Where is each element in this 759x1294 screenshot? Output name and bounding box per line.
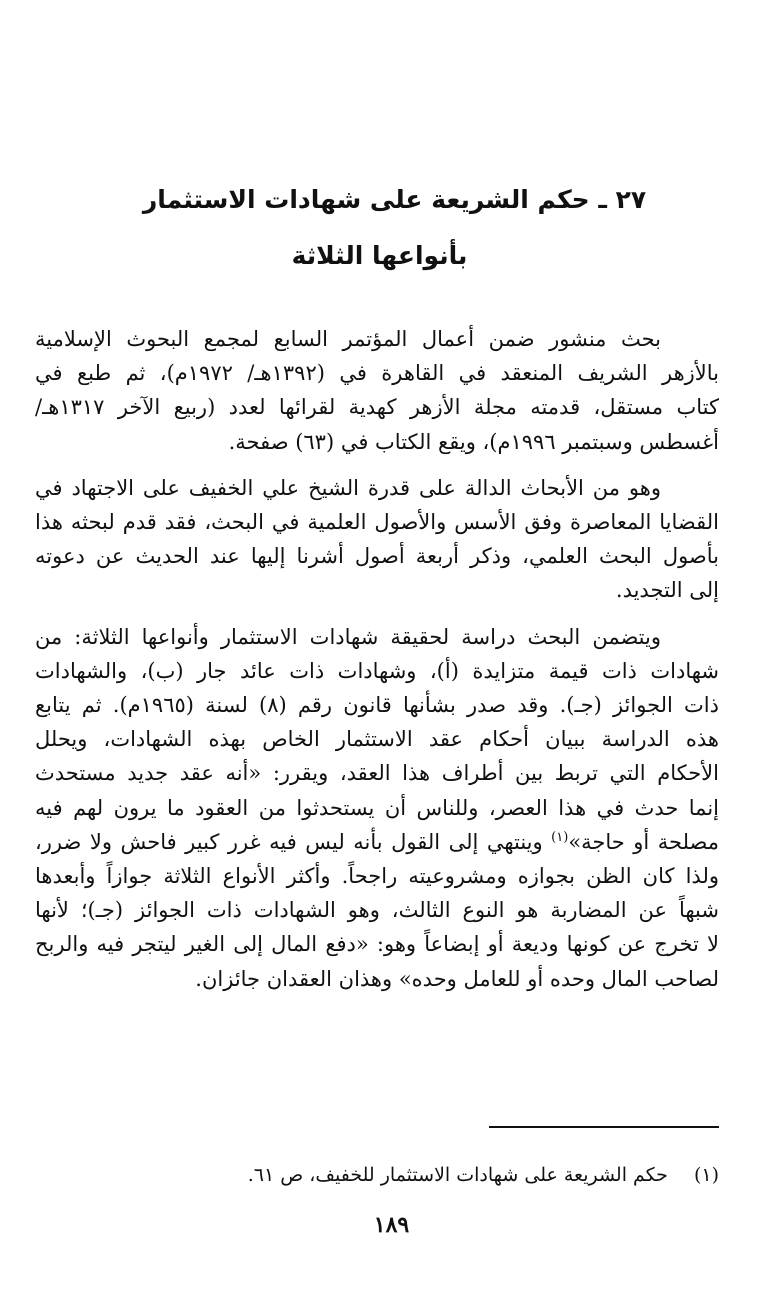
heading-line-2: بأنواعها الثلاثة — [291, 241, 468, 270]
paragraph-line: أغسطس وسبتمبر ١٩٩٦م)، ويقع الكتاب في (٦٣) صفحة. — [228, 429, 719, 454]
paragraph-line: إلى التجديد. — [615, 578, 719, 603]
paragraph-line: وهو من الأبحاث الدالة على قدرة الشيخ علي الخفيف على الاجتهاد في — [35, 475, 661, 500]
line-continuation: وينتهي إلى القول بأنه ليس فيه غرر كبير فاحش ولا ضرر، — [35, 829, 552, 854]
paragraph-line: ولذا كان الظن بجوازه ومشروعيته راجحاً. وأكثر الأنواع الثلاثة جوازاً وأبعدها — [35, 864, 719, 889]
paragraph-line-with-footnote — [35, 825, 719, 859]
paragraph-line: ذات الجوائز (جـ). وقد صدر بشأنها قانون رقم (٨) لسنة (١٩٦٥م). ثم يتابع — [35, 693, 719, 718]
paragraph-line: إنما حدث في هذا العصر، وللناس أن يستحدثوا من العقود ما يرون لهم فيه — [35, 795, 719, 820]
footnote — [35, 1160, 719, 1190]
footnote-marker[interactable]: (١) — [551, 829, 569, 845]
paragraph-line: بحث منشور ضمن أعمال المؤتمر السابع لمجمع البحوث الإسلامية — [35, 327, 661, 351]
footnote-text: حكم الشريعة على شهادات الاستثمار للخفيف، ص ٦١. — [247, 1164, 668, 1186]
paragraph-line: القضايا المعاصرة وفق الأسس والأصول العلمية في البحث، فقد قدم لبحثه هذا — [35, 510, 719, 535]
paragraph-line: الأحكام التي تربط بين أطراف هذا العقد، ويقرر: «أنه عقد جديد مستحدث — [35, 761, 719, 786]
paragraph-line: لا تخرج عن كونها وديعة أو إبضاعاً وهو: «دفع المال إلى الغير ليتجر فيه والربح — [35, 932, 719, 957]
footnote-divider — [489, 1126, 719, 1128]
paragraph-line: هذه الدراسة ببيان أحكام عقد الاستثمار الخاص بهذه الشهادات، ويحلل — [35, 727, 719, 752]
quote-end-text: مصلحة أو حاجة» — [568, 829, 719, 854]
footnote-number: (١) — [693, 1164, 719, 1186]
paragraph-line: لصاحب المال وحده أو للعامل وحده» وهذان العقدان جائزان. — [195, 966, 719, 991]
paragraph-line: كتاب مستقل، قدمته مجلة الأزهر كهدية لقرائها لعدد (ربيع الآخر ١٣١٧هـ/ — [35, 395, 719, 420]
page-number: ١٨٩ — [373, 1212, 410, 1238]
heading-line-1: ٢٧ ـ حكم الشريعة على شهادات الاستثمار — [142, 185, 647, 214]
section-heading — [0, 172, 759, 284]
paragraph-line: شبهاً عن المضاربة هو النوع الثالث، وهو الشهادات ذات الجوائز (جـ)؛ لأنها — [35, 898, 719, 923]
paragraph-3 — [35, 620, 719, 996]
paragraph-line: بأصول البحث العلمي، وذكر أربعة أصول أشرنا إليها عند الحديث عن دعوته — [35, 544, 719, 569]
paragraph-2 — [35, 471, 719, 608]
paragraph-line: شهادات ذات قيمة متزايدة (أ)، وشهادات ذات عائد جار (ب)، والشهادات — [35, 658, 719, 683]
paragraph-line: بالأزهر الشريف المنعقد في القاهرة في (١٣٩٢هـ/ ١٩٧٢م)، ثم طبع في — [35, 361, 719, 386]
body-text — [35, 322, 719, 1008]
paragraph-1 — [35, 322, 719, 459]
paragraph-line: ويتضمن البحث دراسة لحقيقة شهادات الاستثمار وأنواعها الثلاثة: من — [35, 624, 661, 649]
